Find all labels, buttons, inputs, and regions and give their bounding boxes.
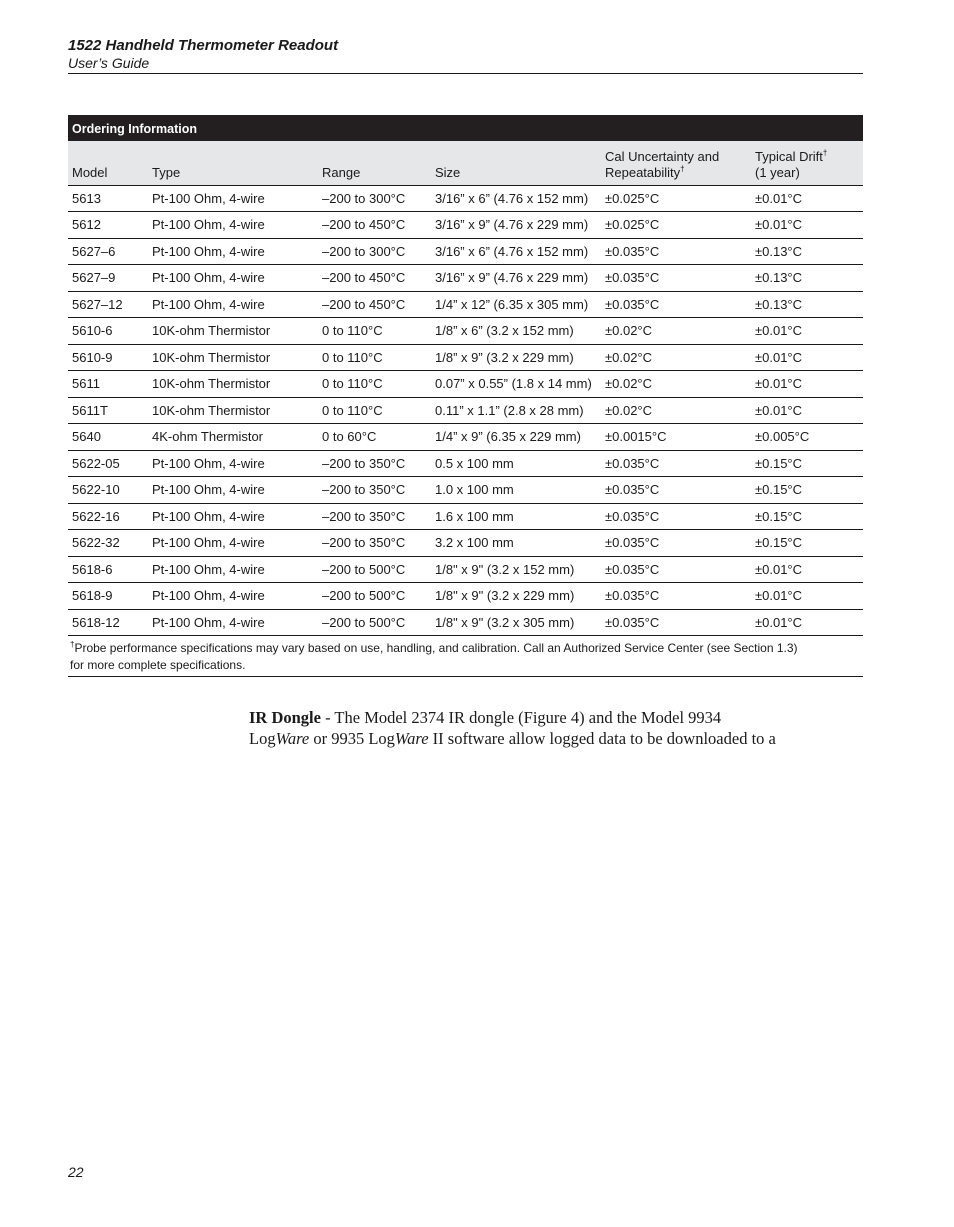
cell-drift: ±0.13°C [755,296,803,312]
paragraph-text-4: II software allow logged data to be downloaded to a [428,729,776,748]
cal-header-dagger: † [680,164,685,174]
cell-type: Pt-100 Ohm, 4-wire [152,217,265,233]
cell-range: –200 to 350°C [322,535,406,551]
cell-cal: ±0.035°C [605,535,660,551]
cell-size: 1.6 x 100 mm [435,508,514,524]
cell-cal: ±0.02°C [605,323,653,339]
ordering-information-table [68,115,863,677]
cell-cal: ±0.035°C [605,614,660,630]
ordering-table [68,141,863,636]
running-header [68,37,863,71]
cell-cal: ±0.035°C [605,296,660,312]
table-row [68,609,863,636]
cell-range: –200 to 350°C [322,482,406,498]
cell-size: 1.0 x 100 mm [435,482,514,498]
table-row [68,212,863,239]
paragraph-text-3: or 9935 Log [309,729,395,748]
cell-size: 1/8" x 9" (3.2 x 152 mm) [435,561,575,577]
cell-model: 5627–9 [72,270,116,286]
cell-cal: ±0.035°C [605,455,660,471]
page-number: 22 [68,1164,84,1180]
header-divider [68,73,863,74]
cell-type: 10K-ohm Thermistor [152,349,271,365]
cell-drift: ±0.01°C [755,217,803,233]
table-row [68,530,863,557]
table-row [68,344,863,371]
cell-range: –200 to 350°C [322,508,406,524]
table-row [68,291,863,318]
cell-type: Pt-100 Ohm, 4-wire [152,508,265,524]
cell-drift: ±0.005°C [755,429,810,445]
cell-model: 5627–12 [72,296,123,312]
cell-drift: ±0.15°C [755,508,803,524]
cell-range: –200 to 500°C [322,614,406,630]
cell-type: Pt-100 Ohm, 4-wire [152,561,265,577]
cell-range: 0 to 110°C [322,349,383,365]
column-header-model: Model [72,164,108,180]
cell-model: 5622-10 [72,482,120,498]
column-header-range: Range [322,164,361,180]
cell-type: Pt-100 Ohm, 4-wire [152,190,265,206]
paragraph-italic-2: Ware [394,729,429,748]
cell-model: 5610-6 [72,323,113,339]
cell-cal: ±0.02°C [605,402,653,418]
table-row [68,397,863,424]
cell-drift: ±0.13°C [755,243,803,259]
cell-drift: ±0.01°C [755,561,803,577]
table-row [68,503,863,530]
cell-cal: ±0.02°C [605,349,653,365]
table-row [68,185,863,212]
cell-cal: ±0.0015°C [605,429,667,445]
cell-type: Pt-100 Ohm, 4-wire [152,455,265,471]
cell-drift: ±0.01°C [755,614,803,630]
cell-range: 0 to 110°C [322,323,383,339]
cell-type: Pt-100 Ohm, 4-wire [152,243,265,259]
table-row [68,424,863,451]
cell-cal: ±0.025°C [605,217,660,233]
column-header-cal-uncertainty [601,141,751,185]
cell-size: 0.11” x 1.1” (2.8 x 28 mm) [435,402,584,418]
footnote-line1: Probe performance specifications may vary based on use, handling, and calibration. Call an Authorized Service Center (see Section 1.3) [74,641,798,655]
cal-header-line1: Cal Uncertainty and [605,148,720,164]
cell-type: Pt-100 Ohm, 4-wire [152,614,265,630]
drift-header-line1: Typical Drift [755,148,823,164]
cell-model: 5618-9 [72,588,113,604]
column-header-typical-drift [751,141,863,185]
drift-header-dagger: † [822,148,828,158]
cell-range: 0 to 110°C [322,402,383,418]
ir-dongle-paragraph [249,707,889,749]
cell-size: 0.07” x 0.55” (1.8 x 14 mm) [435,376,592,392]
cell-range: –200 to 450°C [322,270,406,286]
cell-range: –200 to 500°C [322,561,406,577]
cell-cal: ±0.02°C [605,376,653,392]
cell-model: 5627–6 [72,243,116,259]
cell-size: 1/8” x 9” (3.2 x 229 mm) [435,349,574,365]
column-header-size: Size [435,164,461,180]
paragraph-text-1: - The Model 2374 IR dongle (Figure 4) and the Model 9934 [320,708,722,727]
paragraph-text-2: Log [249,729,276,748]
document-subtitle: User’s Guide [68,55,150,71]
cell-range: –200 to 450°C [322,217,406,233]
cell-type: 10K-ohm Thermistor [152,376,271,392]
table-row [68,583,863,610]
cell-type: Pt-100 Ohm, 4-wire [152,270,265,286]
table-row [68,318,863,345]
cell-cal: ±0.035°C [605,588,660,604]
cell-drift: ±0.15°C [755,482,803,498]
cell-range: 0 to 60°C [322,429,377,445]
cell-range: –200 to 300°C [322,243,406,259]
cell-type: 10K-ohm Thermistor [152,402,271,418]
table-row [68,477,863,504]
table-row [68,556,863,583]
cell-range: –200 to 500°C [322,588,406,604]
cell-drift: ±0.01°C [755,588,803,604]
footnote-dagger: † [70,640,75,649]
table-row [68,371,863,398]
cell-model: 5611 [72,376,100,392]
cell-drift: ±0.15°C [755,455,803,471]
cell-type: 4K-ohm Thermistor [152,429,264,445]
cell-drift: ±0.13°C [755,270,803,286]
cell-cal: ±0.035°C [605,243,660,259]
cell-model: 5622-32 [72,535,120,551]
cell-model: 5622-05 [72,455,120,471]
cell-cal: ±0.035°C [605,270,660,286]
cell-cal: ±0.035°C [605,482,660,498]
cell-size: 3.2 x 100 mm [435,535,514,551]
cell-drift: ±0.15°C [755,535,803,551]
table-header-row [68,141,863,185]
cell-cal: ±0.035°C [605,561,660,577]
cell-range: –200 to 350°C [322,455,406,471]
ir-dongle-heading: IR Dongle [249,708,321,727]
cell-model: 5613 [72,190,101,206]
cell-size: 1/4” x 9” (6.35 x 229 mm) [435,429,581,445]
cell-model: 5610-9 [72,349,113,365]
cell-drift: ±0.01°C [755,323,803,339]
cell-model: 5622-16 [72,508,120,524]
cell-size: 1/4” x 12” (6.35 x 305 mm) [435,296,589,312]
cell-drift: ±0.01°C [755,376,803,392]
cell-size: 1/8" x 9" (3.2 x 229 mm) [435,588,575,604]
cell-size: 3/16” x 6” (4.76 x 152 mm) [435,190,589,206]
table-row [68,238,863,265]
cell-size: 3/16” x 9” (4.76 x 229 mm) [435,270,589,286]
cell-size: 3/16” x 6” (4.76 x 152 mm) [435,243,589,259]
table-row [68,265,863,292]
paragraph-italic-1: Ware [275,729,310,748]
table-row [68,450,863,477]
cell-size: 1/8" x 9" (3.2 x 305 mm) [435,614,575,630]
cell-type: Pt-100 Ohm, 4-wire [152,296,265,312]
footnote-line2: for more complete specifications. [70,658,246,672]
cell-size: 0.5 x 100 mm [435,455,514,471]
cell-type: 10K-ohm Thermistor [152,323,271,339]
cell-model: 5612 [72,217,101,233]
document-title: 1522 Handheld Thermometer Readout [68,37,339,54]
column-header-type: Type [152,164,181,180]
cell-model: 5618-12 [72,614,120,630]
cell-size: 3/16” x 9” (4.76 x 229 mm) [435,217,589,233]
cell-model: 5618-6 [72,561,113,577]
cell-model: 5611T [72,402,108,418]
cell-cal: ±0.025°C [605,190,660,206]
cell-drift: ±0.01°C [755,190,803,206]
table-footnote [68,636,863,677]
cell-range: –200 to 450°C [322,296,406,312]
cell-type: Pt-100 Ohm, 4-wire [152,535,265,551]
cal-header-line2: Repeatability [605,164,681,180]
table-body [68,185,863,636]
cell-drift: ±0.01°C [755,349,803,365]
cell-range: –200 to 300°C [322,190,406,206]
cell-range: 0 to 110°C [322,376,383,392]
cell-size: 1/8” x 6” (3.2 x 152 mm) [435,323,574,339]
cell-type: Pt-100 Ohm, 4-wire [152,588,265,604]
cell-cal: ±0.035°C [605,508,660,524]
cell-type: Pt-100 Ohm, 4-wire [152,482,265,498]
cell-drift: ±0.01°C [755,402,803,418]
cell-model: 5640 [72,429,101,445]
table-caption: Ordering Information [68,115,863,141]
drift-header-line2: (1 year) [755,164,800,180]
